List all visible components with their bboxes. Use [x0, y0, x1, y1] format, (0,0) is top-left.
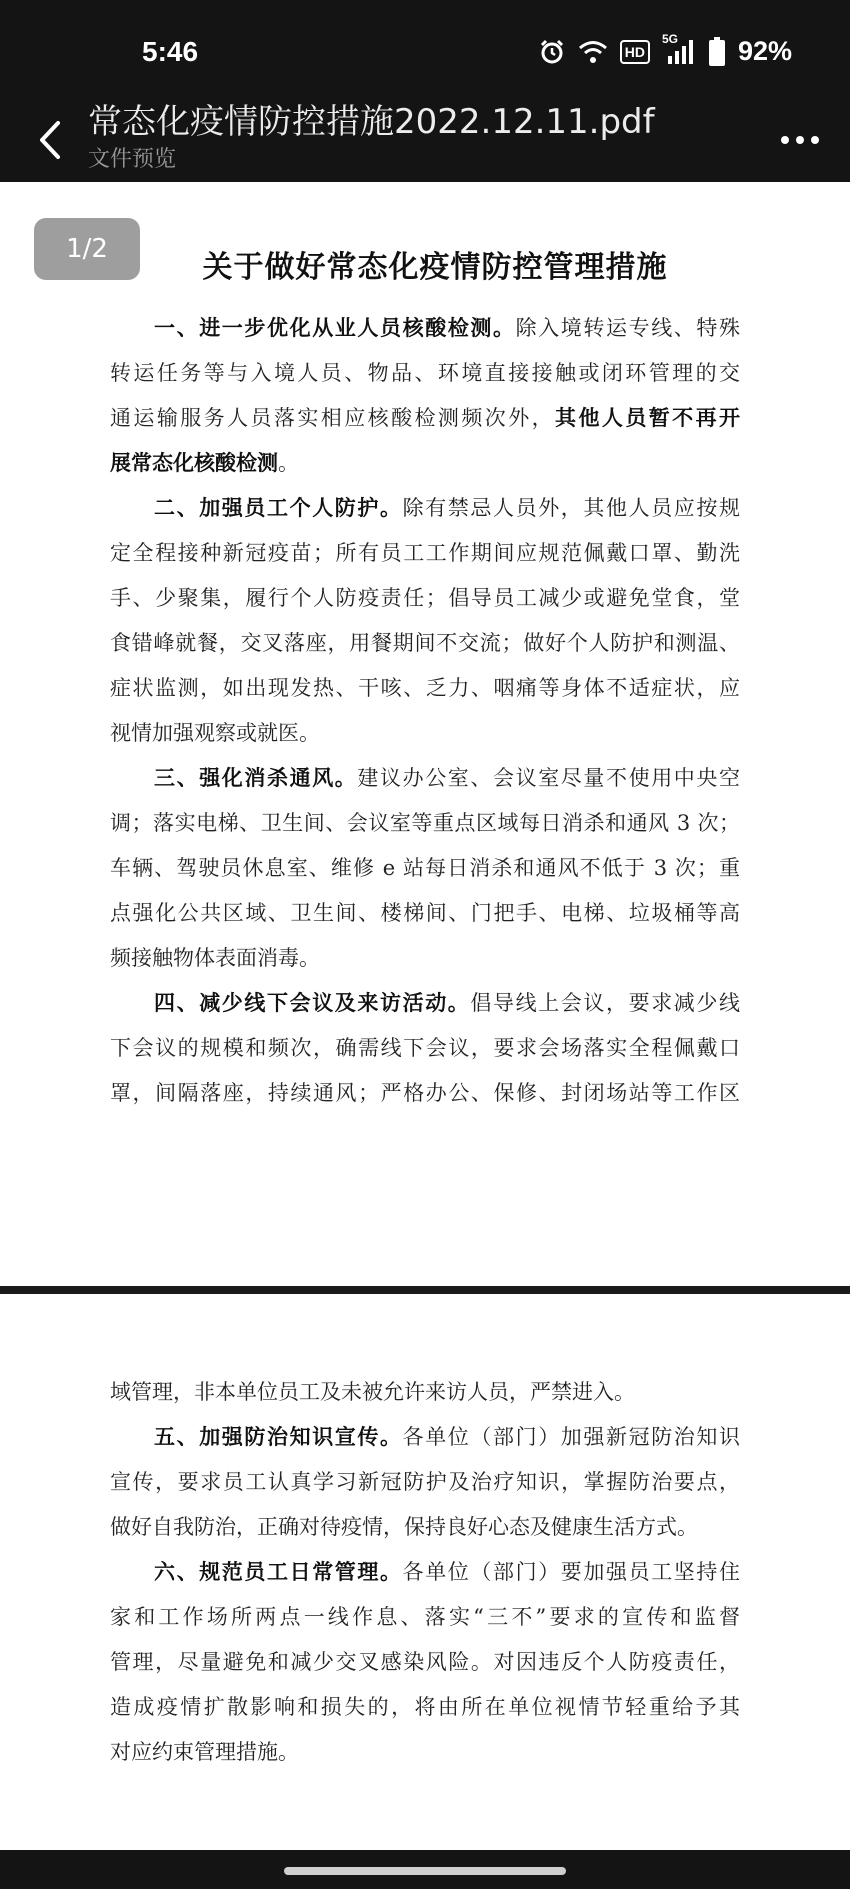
- text-line: [110, 756, 740, 801]
- file-subtitle: 文件预览: [88, 147, 177, 172]
- bold-text: 其他人员暂不再开: [555, 406, 740, 430]
- text-span: 建议办公室、会议室尽量不使用中央空: [357, 766, 740, 790]
- pdf-viewer[interactable]: [0, 182, 850, 1850]
- text-line: [110, 1550, 740, 1595]
- text-line: 家和工作场所两点一线作息、落实“三不”要求的宣传和监督: [110, 1605, 740, 1629]
- clock: 5:46: [142, 36, 199, 67]
- section-heading: 四、减少线下会议及来访活动。: [154, 991, 471, 1015]
- section-heading: 三、强化消杀通风。: [154, 766, 358, 790]
- text-line: 造成疫情扩散影响和损失的，将由所在单位视情节轻重给予其: [110, 1695, 740, 1719]
- text-line: 做好自我防治，正确对待疫情，保持良好心态及健康生活方式。: [110, 1515, 698, 1539]
- text-line: 车辆、驾驶员休息室、维修 e 站每日消杀和通风不低于 3 次；重: [110, 856, 740, 880]
- text-line: 对应约束管理措施。: [110, 1740, 299, 1764]
- pdf-page-2: [0, 1294, 850, 1850]
- text-line: [110, 486, 740, 531]
- more-icon: [780, 135, 820, 145]
- text-line: 手、少聚集，履行个人防疫责任；倡导员工减少或避免堂食，堂: [110, 586, 740, 610]
- more-options-button[interactable]: [776, 120, 824, 160]
- text-span: 。: [278, 451, 299, 475]
- section-heading: 六、规范员工日常管理。: [154, 1560, 403, 1584]
- text-span: 通运输服务人员落实相应核酸检测频次外，: [110, 406, 556, 430]
- navigation-bar: [0, 1850, 850, 1889]
- text-line: 点强化公共区域、卫生间、楼梯间、门把手、电梯、垃圾桶等高: [110, 901, 740, 925]
- text-line: [110, 1415, 740, 1460]
- hd-voice-icon: HD: [620, 40, 650, 64]
- signal-5g-icon: [661, 31, 696, 66]
- text-line: [110, 981, 740, 1026]
- file-title: 常态化疫情防控措施2022.12.11.pdf: [88, 102, 655, 142]
- text-line: [110, 396, 740, 441]
- text-line: 宣传，要求员工认真学习新冠防护及治疗知识，掌握防治要点，: [110, 1470, 740, 1494]
- back-button[interactable]: [28, 110, 72, 170]
- text-line: 症状监测，如出现发热、干咳、乏力、咽痛等身体不适症状，应: [110, 676, 740, 700]
- text-line: [110, 441, 740, 486]
- text-span: 各单位（部门）加强新冠防治知识: [402, 1425, 740, 1449]
- text-line: 食错峰就餐，交叉落座，用餐期间不交流；做好个人防护和测温、: [110, 631, 740, 655]
- text-line: [110, 306, 740, 351]
- wifi-icon: [578, 39, 608, 65]
- status-icons: [538, 31, 792, 67]
- text-line: 下会议的规模和频次，确需线下会议，要求会场落实全程佩戴口: [110, 1036, 740, 1060]
- back-arrow-icon: [38, 120, 62, 160]
- section-heading: 二、加强员工个人防护。: [154, 496, 403, 520]
- text-line: 调；落实电梯、卫生间、会议室等重点区域每日消杀和通风 3 次；: [110, 811, 740, 835]
- text-span: 除入境转运专线、特殊: [515, 316, 740, 340]
- text-span: 倡导线上会议，要求减少线: [470, 991, 740, 1015]
- battery-level: 92%: [737, 36, 792, 66]
- text-line: 定全程接种新冠疫苗；所有员工工作期间应规范佩戴口罩、勤洗: [110, 541, 740, 565]
- text-line: 频接触物体表面消毒。: [110, 946, 320, 970]
- text-line: 管理，尽量避免和减少交叉感染风险。对因违反个人防疫责任，: [110, 1650, 740, 1674]
- page-indicator: 1/2: [34, 218, 140, 280]
- app-bar: [0, 100, 850, 182]
- status-bar: [0, 0, 850, 100]
- page-2-text: [110, 1370, 740, 1775]
- text-line: 罩，间隔落座，持续通风；严格办公、保修、封闭场站等工作区: [110, 1081, 740, 1105]
- battery-icon: [708, 37, 726, 67]
- text-line: 域管理，非本单位员工及未被允许来访人员，严禁进入。: [110, 1380, 635, 1404]
- section-heading: 五、加强防治知识宣传。: [154, 1425, 403, 1449]
- network-type: 5G: [661, 31, 678, 46]
- page-separator: [0, 1286, 850, 1294]
- document-title: 关于做好常态化疫情防控管理措施: [202, 250, 668, 285]
- text-span: 除有禁忌人员外，其他人员应按规: [402, 496, 740, 520]
- bold-text: 展常态化核酸检测: [110, 451, 278, 475]
- text-line: 转运任务等与入境人员、物品、环境直接接触或闭环管理的交: [110, 361, 740, 385]
- text-line: 视情加强观察或就医。: [110, 721, 320, 745]
- pdf-page-1: [0, 182, 850, 1286]
- alarm-icon: [538, 38, 566, 66]
- section-heading: 一、进一步优化从业人员核酸检测。: [154, 316, 516, 340]
- page-1-text: [110, 306, 740, 1116]
- text-span: 各单位（部门）要加强员工坚持住: [402, 1560, 740, 1584]
- home-gesture-handle[interactable]: [284, 1867, 566, 1875]
